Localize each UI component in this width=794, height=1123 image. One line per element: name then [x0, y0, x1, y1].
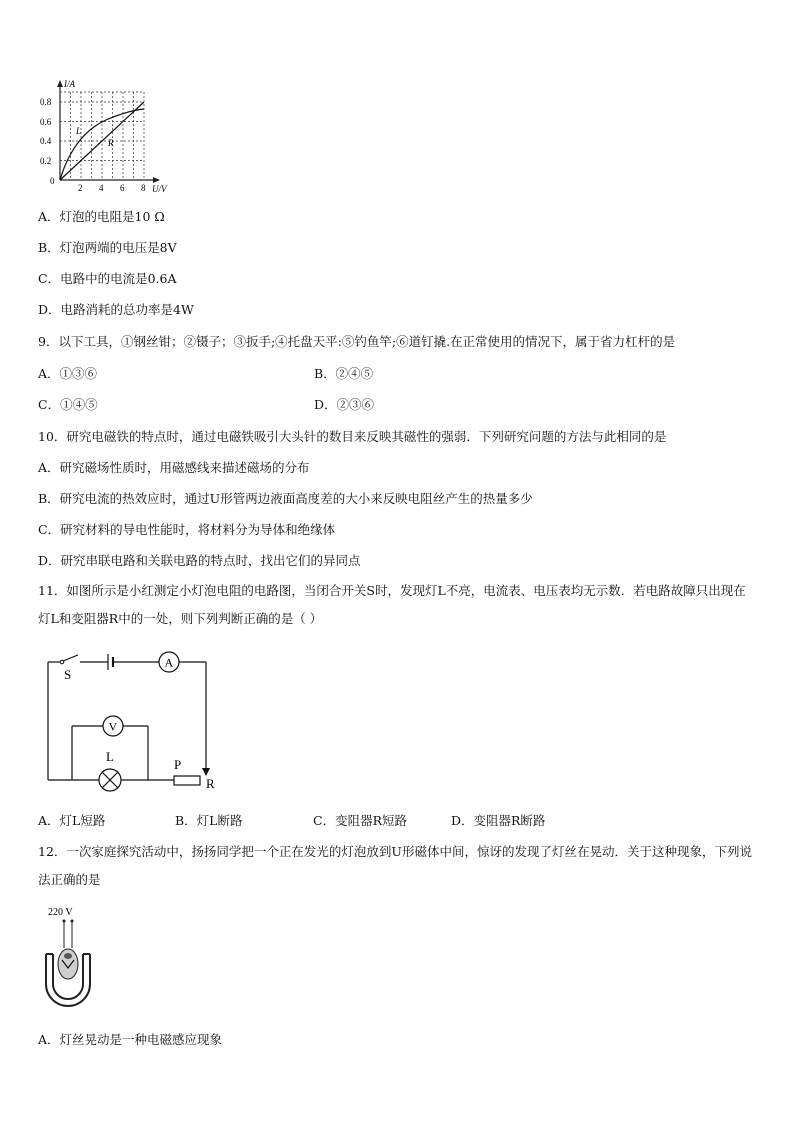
- curve-label-l: L: [76, 126, 82, 136]
- iu-graph: [36, 76, 186, 198]
- curve-label-r: R: [108, 138, 114, 148]
- q9-option-c: C．①④⑤: [38, 397, 98, 412]
- label-v: V: [108, 719, 118, 734]
- y-tick: 0.6: [40, 117, 52, 127]
- q8-option-d: D．电路消耗的总功率是4W: [38, 302, 194, 317]
- y-tick: 0.2: [40, 156, 52, 166]
- x-tick: 8: [141, 183, 146, 193]
- q10-option-a: A．研究磁场性质时，用磁感线来描述磁场的分布: [38, 460, 310, 475]
- q11-option-d: D．变阻器R断路: [451, 813, 546, 828]
- q11-option-c: C．变阻器R短路: [313, 813, 407, 828]
- x-tick: 4: [99, 183, 104, 193]
- q9-stem: 9．以下工具，①钢丝钳；②镊子；③扳手;④托盘天平:⑤钓鱼竿;⑥道钉撬.在正常使用的情况下，属于省力杠杆的是: [38, 334, 676, 349]
- q12-option-a: A．灯丝晃动是一种电磁感应现象: [38, 1032, 223, 1047]
- y-tick: 0: [50, 176, 55, 186]
- label-l: L: [106, 749, 114, 764]
- q12-stem: 12．一次家庭探究活动中，扬扬同学把一个正在发光的灯泡放到U形磁体中间，惊讶的发现了灯丝在晃动．关于这种现象，下列说法正确的是: [38, 844, 752, 887]
- label-p: P: [174, 757, 182, 772]
- q11-option-b: B．灯L断路: [175, 813, 243, 828]
- y-tick: 0.4: [40, 136, 52, 146]
- label-s: S: [64, 667, 72, 682]
- q8-option-c: C．电路中的电流是0.6A: [38, 271, 177, 286]
- rheostat: [174, 776, 200, 785]
- y-tick: 0.8: [40, 97, 52, 107]
- x-tick: 6: [120, 183, 125, 193]
- q9-option-b: B．②④⑤: [314, 366, 374, 381]
- q8-option-a: A．灯泡的电阻是10 Ω: [38, 209, 165, 224]
- u-magnet-bulb-figure: [40, 904, 110, 1014]
- y-axis-label: I/A: [64, 79, 75, 89]
- switch: [63, 655, 78, 661]
- circuit-diagram: [40, 646, 230, 796]
- q10-option-d: D．研究串联电路和关联电路的特点时，找出它们的异同点: [38, 553, 361, 568]
- label-r: R: [206, 776, 215, 791]
- q10-stem: 10．研究电磁铁的特点时，通过电磁铁吸引大头针的数目来反映其磁性的强弱．下列研究问题的方法与此相同的是: [38, 429, 667, 444]
- label-a: A: [164, 655, 174, 670]
- q10-option-b: B．研究电流的热效应时，通过U形管两边液面高度差的大小来反映电阻丝产生的热量多少: [38, 491, 533, 506]
- voltage-label: 220 V: [48, 907, 73, 918]
- q9-option-a: A．①③⑥: [38, 366, 98, 381]
- x-axis-label: U/V: [152, 184, 167, 194]
- q9-option-d: D．②③⑥: [314, 397, 375, 412]
- q10-option-c: C．研究材料的导电性能时，将材料分为导体和绝缘体: [38, 522, 336, 537]
- x-tick: 2: [78, 183, 83, 193]
- q8-option-b: B．灯泡两端的电压是8V: [38, 240, 177, 255]
- q11-stem: 11．如图所示是小红测定小灯泡电阻的电路图，当闭合开关S时，发现灯L不亮，电流表、电压表均无示数．若电路故障只出现在灯L和变阻器R中的一处，则下列判断正确的是（ ）: [38, 583, 746, 626]
- q11-option-a: A．灯L短路: [38, 813, 106, 828]
